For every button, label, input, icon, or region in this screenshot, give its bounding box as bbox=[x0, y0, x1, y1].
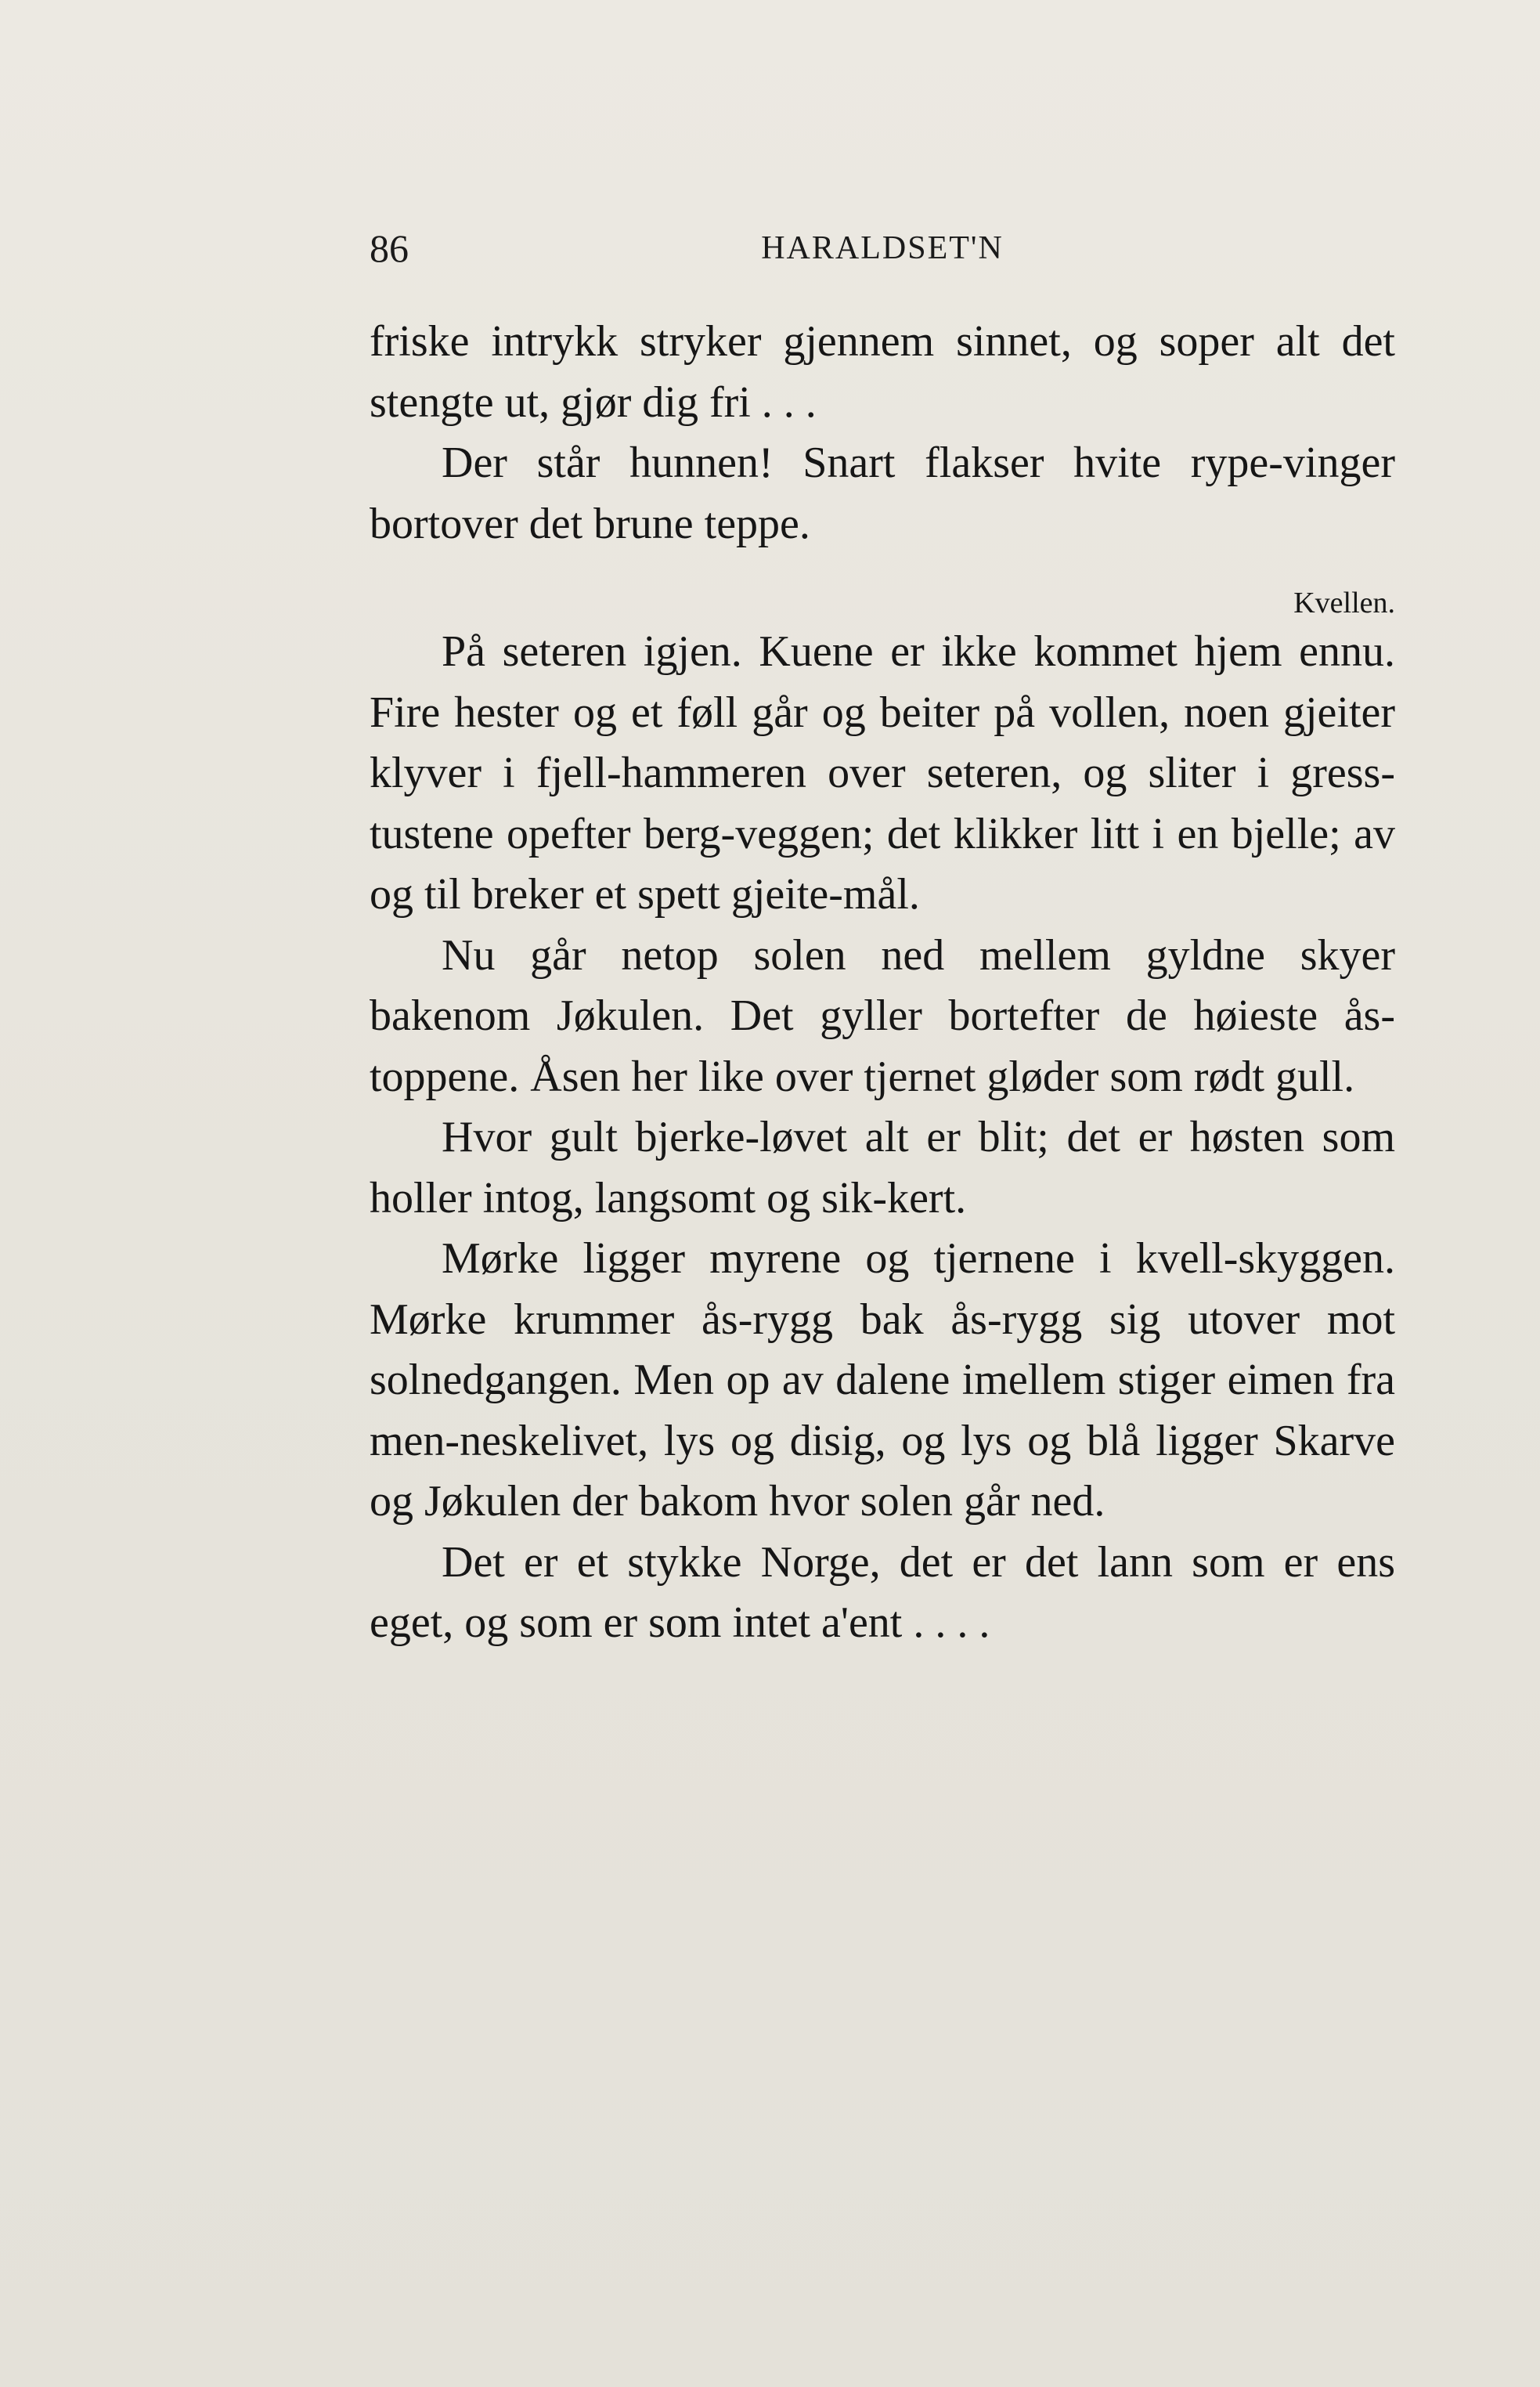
body-text bbox=[370, 312, 1395, 1654]
paragraph-3: På seteren igjen. Kuene er ikke kommet hjem ennu. Fire hester og et føll går og beiter på vollen, noen gjeiter klyver i fjell-hammeren over seteren, og sliter i gress-tustene opefter berg-veggen; det klikker litt i en bjelle; av og til breker et spett gjeite-mål. bbox=[370, 627, 1395, 919]
paragraph-6: Mørke ligger myrene og tjernene i kvell-skyggen. Mørke krummer ås-rygg bak ås-rygg sig utover mot solnedgangen. Men op av dalene imellem stiger eimen fra men-neskelivet, lys og disig, og lys og blå ligger Skarve og Jøkulen der bakom hvor solen går ned. bbox=[370, 1234, 1395, 1526]
paragraph-7: Det er et stykke Norge, det er det lann som er ens eget, og som er som intet a'ent . . . . bbox=[370, 1537, 1395, 1647]
page-header bbox=[370, 221, 1395, 276]
page-number: 86 bbox=[370, 226, 409, 270]
paragraph-2: Der står hunnen! Snart flakser hvite rype-vinger bortover det brune teppe. bbox=[370, 439, 1395, 548]
paragraph-5: Hvor gult bjerke-løvet alt er blit; det er høsten som holler intog, langsomt og sik-kert. bbox=[370, 1113, 1395, 1222]
running-title: HARALDSET'N bbox=[761, 230, 1004, 266]
paragraph-1: friske intrykk stryker gjennem sinnet, og soper alt det stengte ut, gjør dig fri . . . bbox=[370, 317, 1395, 427]
time-heading: Kvellen. bbox=[1293, 587, 1395, 619]
paragraph-4: Nu går netop solen ned mellem gyldne skyer bakenom Jøkulen. Det gyller bortefter de høieste ås-toppene. Åsen her like over tjernet gløder som rødt gull. bbox=[370, 930, 1395, 1101]
